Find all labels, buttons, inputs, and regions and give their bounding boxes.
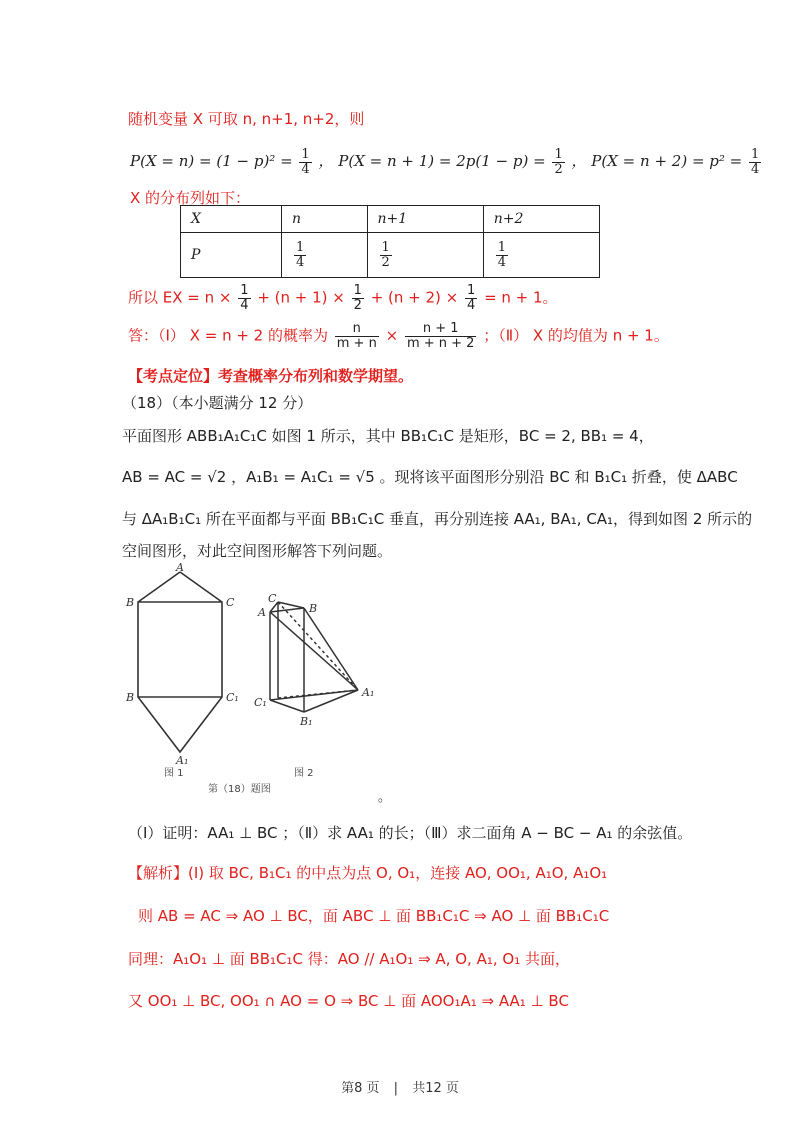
fig1-label-c1: C₁ — [226, 691, 239, 704]
frac-num: 1 — [467, 283, 476, 298]
fig2-label-c: C — [268, 592, 277, 605]
frac-den: 4 — [296, 254, 305, 270]
frac-den: m + n — [336, 335, 377, 351]
table-cell: n+2 — [483, 206, 599, 233]
analysis-line-4: 又 OO₁ ⊥ BC, OO₁ ∩ AO = O ⇒ BC ⊥ 面 AOO₁A₁ ⇒ AA₁ ⊥ BC — [128, 992, 569, 1010]
analysis-line-1: 【解析】(Ⅰ) 取 BC, B₁C₁ 的中点为点 O, O₁，连接 AO, OO₁, A₁O, A₁O₁ — [128, 864, 608, 882]
distribution-heading: X 的分布列如下： — [130, 189, 251, 207]
problem-text-4: 空间图形，对此空间图形解答下列问题。 — [122, 542, 393, 560]
question-line: （Ⅰ）证明：AA₁ ⊥ BC ；（Ⅱ）求 AA₁ 的长；（Ⅲ）求二面角 A − BC − A₁ 的余弦值。 — [128, 824, 693, 842]
problem-text-1: 平面图形 ABB₁A₁C₁C 如图 1 所示，其中 BB₁C₁C 是矩形，BC = 2, BB₁ = 4， — [122, 427, 654, 445]
page-number: 第8 页 — [341, 1081, 380, 1096]
fig1-label-b: B — [126, 596, 135, 609]
answer-text: 答：（Ⅰ） X = n + 2 的概率为 — [128, 326, 333, 345]
footer-separator: | — [393, 1081, 399, 1096]
frac-num: 1 — [497, 239, 507, 255]
fig2-label-b1: B₁ — [300, 715, 313, 728]
fig1-label-a1: A₁ — [176, 754, 189, 767]
frac-num: 1 — [751, 147, 760, 162]
frac-num: 1 — [353, 283, 362, 298]
frac-quarter-3 — [238, 284, 250, 312]
frac-quarter-2 — [749, 148, 761, 176]
table-cell — [282, 233, 368, 278]
fig2-label-a1: A₁ — [362, 686, 375, 699]
table-cell: n — [282, 206, 368, 233]
page-total: 共12 页 — [412, 1081, 459, 1096]
expectation-text: = n + 1。 — [484, 288, 558, 307]
frac-den: 2 — [381, 254, 390, 270]
answer-text: ；（Ⅱ） X 的均值为 n + 1。 — [483, 326, 669, 345]
prob-n2-text: ， P(X = n + 2) = p² = — [571, 152, 747, 171]
problem-text-2: AB = AC = √2 ，A₁B₁ = A₁C₁ = √5 。现将该平面图形分别沿 BC 和 B₁C₁ 折叠，使 ΔABC — [122, 468, 738, 486]
table-fraction — [496, 241, 508, 269]
probability-line — [130, 148, 763, 176]
figure-caption: 第（18）题图 — [208, 784, 271, 795]
frac-den: 4 — [751, 161, 760, 177]
analysis-line-2: 则 AB = AC ⇒ AO ⊥ BC，面 ABC ⊥ 面 BB₁C₁C ⇒ AO ⊥ 面 BB₁C₁C — [138, 907, 610, 925]
frac-num: n + 1 — [405, 322, 477, 337]
answer-text: × — [385, 326, 403, 345]
fig1-label-b1: B — [126, 691, 135, 704]
frac-half-2 — [352, 284, 364, 312]
fig2-label-a: A — [258, 606, 266, 619]
fig2-edge — [270, 700, 304, 712]
frac-num: n — [335, 322, 379, 337]
frac-den: 2 — [353, 297, 362, 313]
fig1-label-a: A — [176, 562, 184, 574]
table-header-row — [181, 206, 600, 233]
frac-answer-a — [335, 322, 379, 350]
table-cell — [483, 233, 599, 278]
frac-num: 1 — [554, 147, 563, 162]
table-cell: n+1 — [367, 206, 483, 233]
prob-n-text: P(X = n) = (1 − p)² = — [130, 152, 298, 171]
figure-2 — [270, 602, 358, 712]
frac-den: 4 — [240, 297, 249, 313]
solution-line-1: 随机变量 X 可取 n, n+1, n+2，则 — [128, 110, 365, 128]
frac-num: 1 — [301, 147, 310, 162]
expectation-line — [128, 284, 558, 312]
problem-heading: （18）（本小题满分 12 分） — [122, 394, 313, 412]
knowledge-point: 【考点定位】考查概率分布列和数学期望。 — [128, 367, 414, 385]
frac-den: 4 — [467, 297, 476, 313]
table-fraction — [294, 241, 306, 269]
frac-quarter-4 — [465, 284, 477, 312]
geometry-figure — [118, 562, 398, 802]
page-footer — [0, 1077, 800, 1096]
frac-den: m + n + 2 — [406, 335, 475, 351]
distribution-table — [180, 205, 600, 278]
table-cell: X — [181, 206, 282, 233]
table-fraction — [380, 241, 392, 269]
expectation-text: + (n + 1) × — [257, 288, 350, 307]
expectation-text: 所以 EX = n × — [128, 288, 237, 307]
fig2-label-c1: C₁ — [254, 696, 267, 709]
figure-period: 。 — [378, 790, 392, 805]
table-cell: P — [181, 233, 282, 278]
figure-1 — [138, 572, 222, 752]
table-row — [181, 233, 600, 278]
frac-den: 4 — [497, 254, 507, 270]
fig1-outline — [138, 572, 222, 752]
fig2-label-b: B — [309, 602, 318, 615]
frac-num: 1 — [381, 239, 390, 255]
expectation-text: + (n + 2) × — [370, 288, 463, 307]
frac-den: 4 — [301, 161, 310, 177]
frac-quarter-1 — [299, 148, 311, 176]
frac-answer-b — [405, 322, 477, 350]
fig2-caption: 图 2 — [294, 768, 314, 779]
prob-n1-text: ， P(X = n + 1) = 2p(1 − p) = — [318, 152, 551, 171]
frac-den: 2 — [554, 161, 563, 177]
analysis-line-3: 同理：A₁O₁ ⊥ 面 BB₁C₁C 得：AO // A₁O₁ ⇒ A, O, A₁, O₁ 共面， — [128, 950, 570, 968]
problem-text-3: 与 ΔA₁B₁C₁ 所在平面都与平面 BB₁C₁C 垂直，再分别连接 AA₁, BA₁, CA₁，得到如图 2 所示的 — [122, 510, 753, 528]
frac-num: 1 — [296, 239, 305, 255]
fig1-label-c: C — [226, 596, 235, 609]
fig2-dashed-edge — [278, 602, 358, 690]
table-cell — [367, 233, 483, 278]
fig1-caption: 图 1 — [164, 768, 184, 779]
frac-num: 1 — [240, 283, 249, 298]
frac-half-1 — [552, 148, 564, 176]
answer-line — [128, 322, 669, 350]
